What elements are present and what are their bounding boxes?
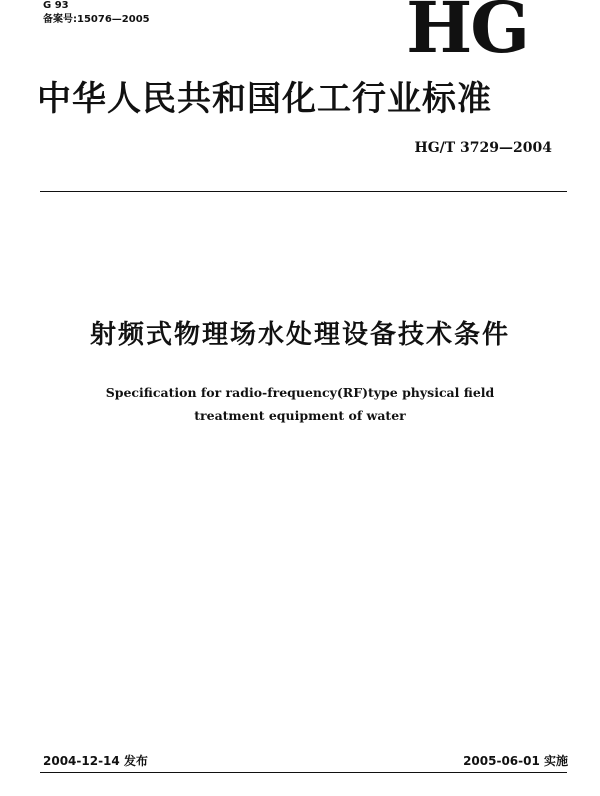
document-title-english-line-1: Specification for radio-frequency(RF)type physical field: [105, 385, 495, 400]
header-divider: [40, 191, 567, 192]
document-title-chinese: 射频式物理场水处理设备技术条件: [89, 320, 510, 350]
hg-logo: HG: [406, 0, 528, 69]
standard-number: HG/T 3729—2004: [414, 140, 552, 156]
standard-organization-heading: 中华人民共和国化工行业标准: [37, 79, 492, 119]
issue-date: 2004-12-14 发布: [43, 754, 148, 768]
filing-number: 备案号:15076—2005: [43, 14, 150, 25]
document-title-english-line-2: treatment equipment of water: [194, 408, 406, 423]
implementation-date: 2005-06-01 实施: [463, 754, 568, 768]
footer-divider: [40, 772, 567, 773]
classification-code: G 93: [43, 0, 69, 11]
